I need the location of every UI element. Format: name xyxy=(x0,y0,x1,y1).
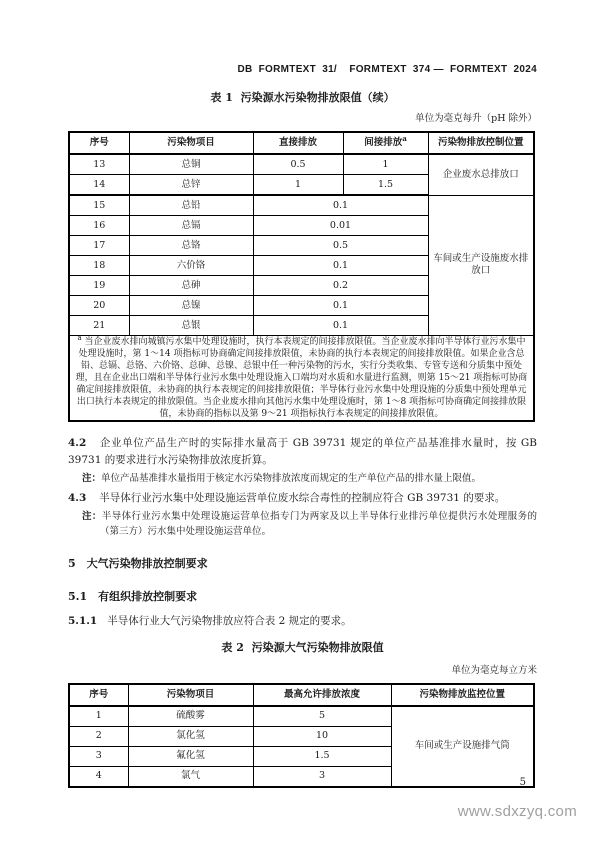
col-header-monitor-location: 污染物排放监控位置 xyxy=(391,684,534,706)
table2-unit-note: 单位为毫克每立方米 xyxy=(451,664,537,676)
footnote-ref-a: a xyxy=(402,133,407,143)
note-text: 单位产品基准排水量指用于核定水污染物排放浓度而规定的生产单位产品的排水量上限值。 xyxy=(101,473,482,484)
note-text: 半导体行业污水集中处理设施运营单位指专门为两家及以上半导体行业排污单位提供污水处理服务的（第三方）污水集中处理设施运营单位。 xyxy=(100,510,537,537)
section-title: 有组织排放控制要求 xyxy=(98,589,198,603)
table-row xyxy=(69,195,534,216)
cell-no: 18 xyxy=(69,256,129,276)
section-5-1-heading xyxy=(68,590,537,604)
cell-item: 总砷 xyxy=(129,276,253,296)
cell-item: 硫酸雾 xyxy=(128,706,253,727)
cell-limit: 0.01 xyxy=(253,216,428,236)
clause-4-3 xyxy=(68,490,537,507)
watermark-url: www.sdxzyq.com xyxy=(457,803,577,820)
cell-item: 六价铬 xyxy=(129,256,253,276)
cell-no: 1 xyxy=(69,706,128,727)
clause-text: 企业单位产品生产时的实际排水量高于 GB 39731 规定的单位产品基准排水量时，按 GB 39731 的要求进行水污染物排放浓度折算。 xyxy=(68,437,537,466)
section-number: 5.1 xyxy=(68,589,88,603)
cell-limit: 0.5 xyxy=(253,236,428,256)
note-label: 注： xyxy=(82,473,102,484)
table1-unit-note: 单位为毫克每升（pH 除外） xyxy=(415,113,537,124)
cell-indirect: 1 xyxy=(343,154,428,175)
note-4-3 xyxy=(82,509,537,540)
col-header-location: 污染物排放控制位置 xyxy=(428,132,534,154)
cell-no: 17 xyxy=(69,236,129,256)
cell-item: 总镍 xyxy=(129,296,253,316)
cell-item: 氟化氢 xyxy=(128,746,253,766)
cell-no: 13 xyxy=(69,154,129,175)
table1-footnote xyxy=(69,336,534,422)
cell-limit: 0.2 xyxy=(253,276,428,296)
cell-item: 总铅 xyxy=(129,195,253,216)
clause-text: 半导体行业大气污染物排放应符合表 2 规定的要求。 xyxy=(107,614,352,627)
cell-value: 10 xyxy=(253,726,391,746)
cell-limit: 0.1 xyxy=(253,296,428,316)
cell-item: 氯化氢 xyxy=(128,726,253,746)
col-header-indirect-label: 间接排放 xyxy=(364,137,403,148)
note-4-2 xyxy=(82,471,537,487)
section-5-heading xyxy=(68,557,537,571)
cell-value: 3 xyxy=(253,766,391,787)
cell-limit: 0.1 xyxy=(253,195,428,216)
cell-location-top: 企业废水总排放口 xyxy=(428,154,534,195)
cell-direct: 0.5 xyxy=(253,154,343,175)
cell-no: 15 xyxy=(69,195,129,216)
table1-title: 表 1 污染源水污染物排放限值（续） xyxy=(210,91,395,104)
cell-item: 总铬 xyxy=(129,236,253,256)
col-header-item: 污染物项目 xyxy=(128,684,253,706)
table-row xyxy=(69,706,534,727)
col-header-no: 序号 xyxy=(69,132,129,154)
cell-item: 总镉 xyxy=(129,216,253,236)
col-header-indirect xyxy=(343,132,428,154)
table2-header-row xyxy=(69,684,534,706)
cell-no: 2 xyxy=(69,726,128,746)
cell-no: 19 xyxy=(69,276,129,296)
table1-header-row xyxy=(69,132,534,154)
clause-text: 半导体行业污水集中处理设施运营单位废水综合毒性的控制应符合 GB 39731 的要求。 xyxy=(99,491,506,504)
section-number: 5 xyxy=(68,556,76,570)
cell-no: 14 xyxy=(69,175,129,196)
page-number: 5 xyxy=(519,777,526,788)
table2-air-pollutants xyxy=(68,683,535,788)
cell-no: 20 xyxy=(69,296,129,316)
cell-item: 总铜 xyxy=(129,154,253,175)
cell-item: 总锌 xyxy=(129,175,253,196)
table-row xyxy=(69,154,534,175)
clause-number: 5.1.1 xyxy=(68,614,98,627)
clause-4-2 xyxy=(68,435,537,469)
note-label: 注： xyxy=(82,510,102,522)
cell-no: 21 xyxy=(69,316,129,336)
cell-item: 总银 xyxy=(129,316,253,336)
standard-code-header: DB FORMTEXT 31/ FORMTEXT 374 — FORMTEXT 2024 xyxy=(237,64,537,75)
cell-value: 5 xyxy=(253,706,391,727)
col-header-max-concentration: 最高允许排放浓度 xyxy=(253,684,391,706)
col-header-no: 序号 xyxy=(69,684,128,706)
cell-no: 4 xyxy=(69,766,128,787)
cell-limit: 0.1 xyxy=(253,256,428,276)
footnote-marker-a: a xyxy=(77,334,82,342)
table1-footnote-row xyxy=(69,336,534,422)
clause-5-1-1 xyxy=(68,613,537,630)
cell-value: 1.5 xyxy=(253,746,391,766)
clause-number: 4.2 xyxy=(68,437,87,449)
section-title: 大气污染物排放控制要求 xyxy=(86,556,208,570)
cell-no: 3 xyxy=(69,746,128,766)
col-header-direct: 直接排放 xyxy=(253,132,343,154)
cell-direct: 1 xyxy=(253,175,343,196)
table1-water-pollutants xyxy=(68,131,535,422)
cell-item: 氯气 xyxy=(128,766,253,787)
clause-number: 4.3 xyxy=(68,491,87,504)
cell-location: 车间或生产设施排气筒 xyxy=(391,706,534,787)
cell-location-bottom: 车间或生产设施废水排放口 xyxy=(428,195,534,336)
col-header-item: 污染物项目 xyxy=(129,132,253,154)
table2-title: 表 2 污染源大气污染物排放限值 xyxy=(221,640,384,654)
cell-no: 16 xyxy=(69,216,129,236)
cell-limit: 0.1 xyxy=(253,316,428,336)
cell-indirect: 1.5 xyxy=(343,175,428,196)
footnote-text: 当企业废水排向城镇污水集中处理设施时，执行本表规定的间接排放限值。当企业废水排向半导体行业污水集中处理设施时，第 1～14 项指标可协商确定间接排放限值，未协商的执行本表规定的间接排放限值。如果企业含总铅、总镉、总铬、六价铬、总砷、总镍、总银中任一种污染物的污水，实行分类收集、专管专送和分质集中预处理，且在企业出口端和半导体行业污水集中处理设施入口端均对水质和水量进行监测，则第 15～21 项指标可协商确定间接排放限值，未协商的执行本表规定的间接排放限值；半导体行业污水集中处理设施的分质集中预处理单元出口执行本表规定的排放限值。当企业废水排向其他污水集中处理设施时，第 1～8 项指标可协商确定间接排放限值，未协商的指标以及第 9～21 项指标执行本表规定的间接排放限值。 xyxy=(75,337,528,419)
